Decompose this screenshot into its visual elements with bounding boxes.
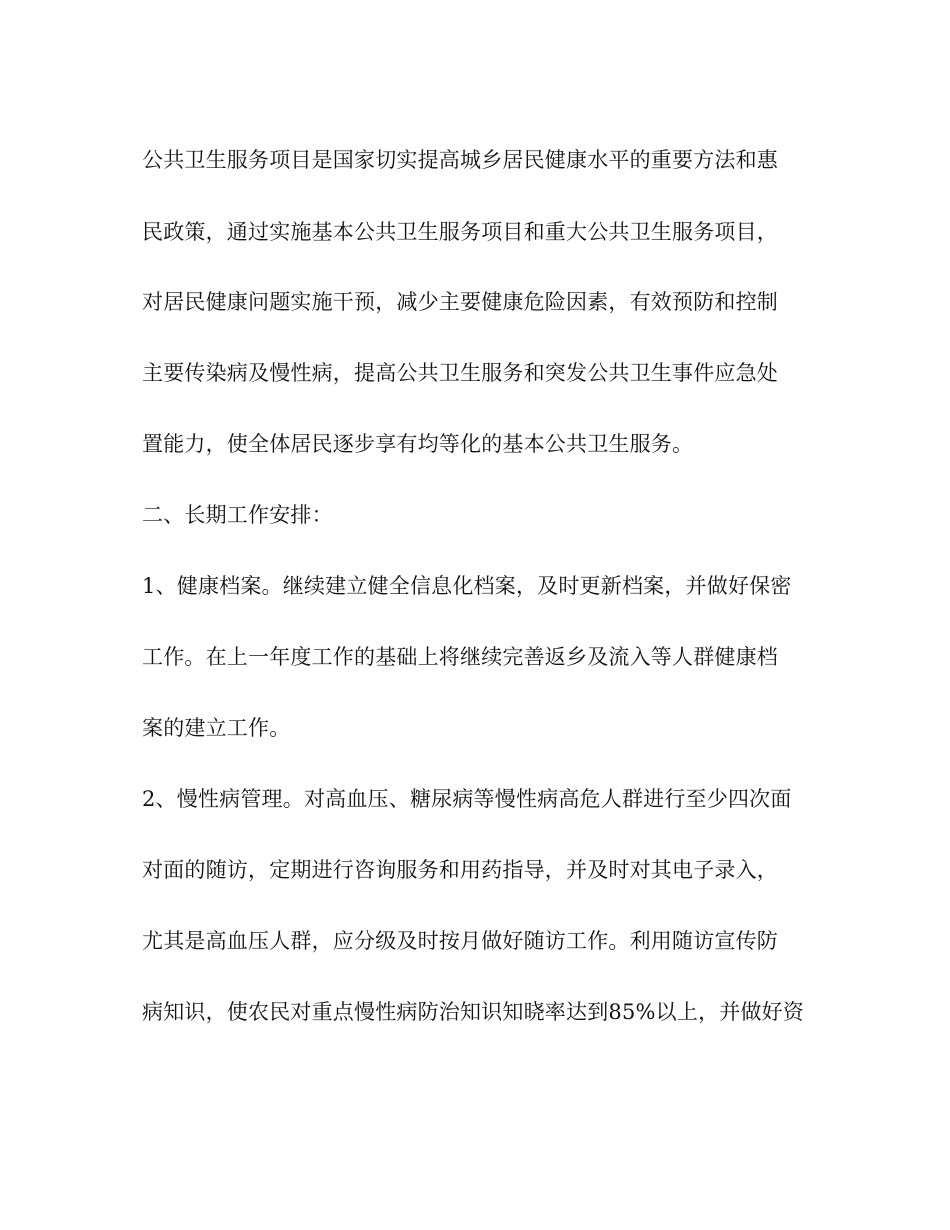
paragraph-line-8: 工作。在上一年度工作的基础上将继续完善返乡及流入等人群健康档 [142,645,778,669]
paragraph-line-5: 置能力，使全体居民逐步享有均等化的基本公共卫生服务。 [142,432,694,456]
section-heading: 二、长期工作安排： [142,503,333,527]
paragraph-line-12: 尤其是高血压人群，应分级及时按月做好随访工作。利用随访宣传防 [142,929,778,953]
paragraph-line-1: 公共卫生服务项目是国家切实提高城乡居民健康水平的重要方法和惠 [142,148,778,172]
paragraph-line-7: 1、健康档案。继续建立健全信息化档案，及时更新档案，并做好保密 [142,574,792,598]
paragraph-line-10: 2、慢性病管理。对高血压、糖尿病等慢性病高危人群进行至少四次面 [142,787,792,811]
paragraph-line-13: 病知识，使农民对重点慢性病防治知识知晓率达到85%以上，并做好资 [142,1000,805,1024]
paragraph-line-11: 对面的随访，定期进行咨询服务和用药指导，并及时对其电子录入， [142,858,778,882]
paragraph-line-2: 民政策，通过实施基本公共卫生服务项目和重大公共卫生服务项目， [142,220,778,244]
paragraph-line-3: 对居民健康问题实施干预，减少主要健康危险因素，有效预防和控制 [142,290,778,314]
paragraph-line-4: 主要传染病及慢性病，提高公共卫生服务和突发公共卫生事件应急处 [142,361,778,385]
paragraph-line-9: 案的建立工作。 [142,716,291,740]
